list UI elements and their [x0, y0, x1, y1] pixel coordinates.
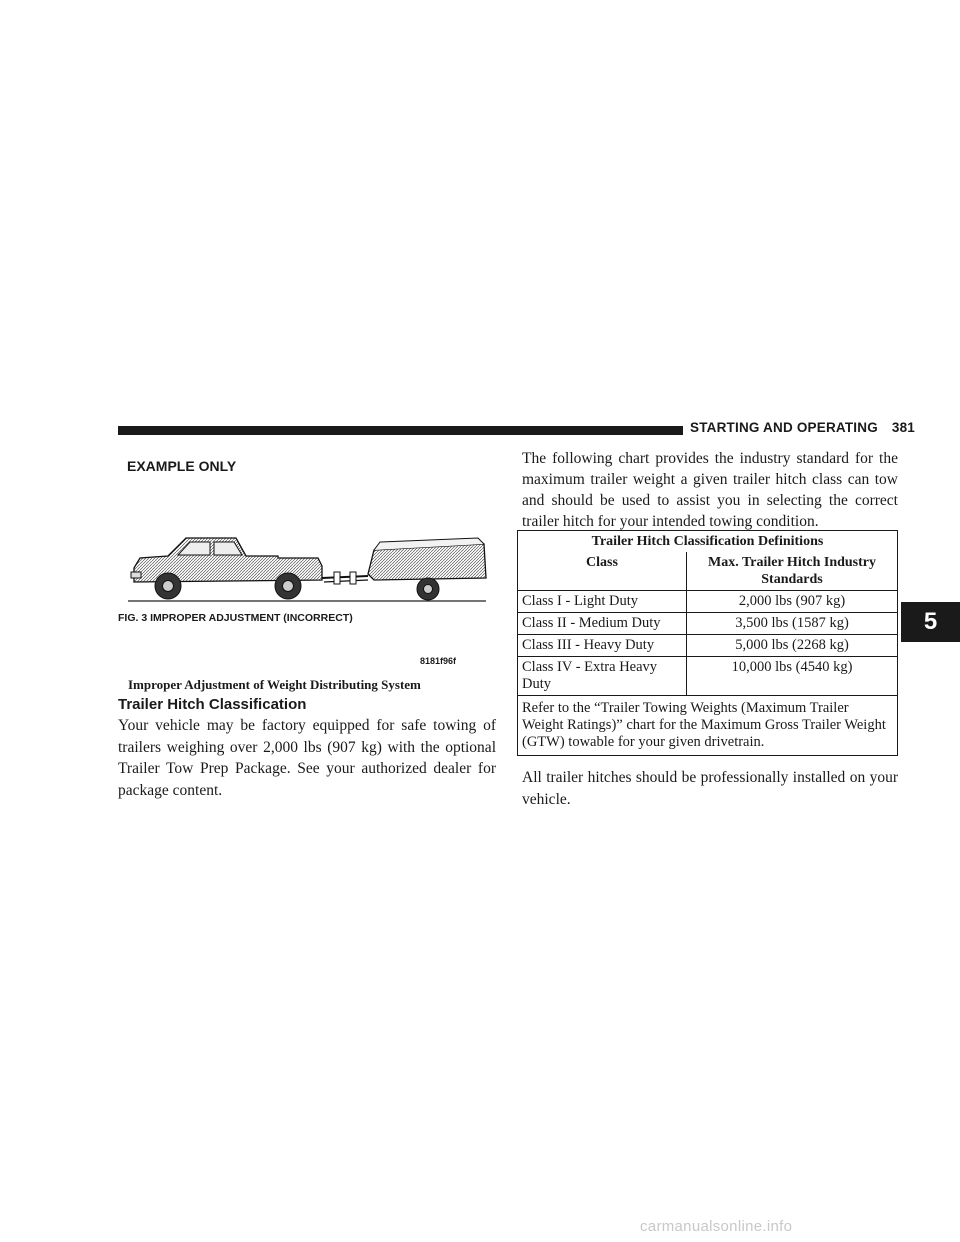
header-rule: [118, 426, 683, 435]
table-header-max-standard: Max. Trailer Hitch Industry Standards: [687, 552, 898, 591]
class-cell: Class III - Heavy Duty: [518, 635, 687, 657]
weight-cell: 2,000 lbs (907 kg): [687, 591, 898, 613]
hitch-classification-paragraph: Your vehicle may be factory equipped for safe towing of trailers weighing over 2,000 lbs (907 kg) with the optional Trailer Tow Prep Package. See your authorized dealer for package content.: [118, 717, 496, 799]
truck-trailer-illustration: [128, 528, 488, 608]
class-cell: Class I - Light Duty: [518, 591, 687, 613]
table-note: Refer to the “Trailer Towing Weights (Maximum Trailer Weight Ratings)” chart for the Maximum Gross Trailer Weight (GTW) towable for your given drivetrain.: [518, 696, 898, 756]
watermark: carmanualsonline.info: [640, 1218, 793, 1235]
weight-cell: 5,000 lbs (2268 kg): [687, 635, 898, 657]
header-section-title: STARTING AND OPERATING: [690, 420, 878, 435]
weight-cell: 3,500 lbs (1587 kg): [687, 613, 898, 635]
chart-intro-paragraph: The following chart provides the industry standard for the maximum trailer weight a given trailer hitch class can tow and should be used to assist you in selecting the correct trailer hitch for your intended towing condition.: [522, 450, 898, 530]
table-row: [518, 635, 898, 657]
hitch-classification-table: [517, 530, 898, 756]
section-heading: Trailer Hitch Classification: [118, 696, 307, 713]
figure-title: Improper Adjustment of Weight Distributing System: [128, 677, 421, 692]
class-cell: Class IV - Extra Heavy Duty: [518, 657, 687, 696]
table-header-class: Class: [518, 552, 687, 591]
table-row: [518, 613, 898, 635]
page-number: 381: [891, 420, 915, 435]
table-row: [518, 657, 898, 696]
figure-code: 8181f96f: [420, 656, 457, 666]
example-only-label: EXAMPLE ONLY: [127, 458, 237, 474]
table-row: [518, 591, 898, 613]
figure-caption: FIG. 3 IMPROPER ADJUSTMENT (INCORRECT): [118, 612, 353, 624]
weight-cell: 10,000 lbs (4540 kg): [687, 657, 898, 696]
table-caption: Trailer Hitch Classification Definitions: [518, 531, 898, 553]
class-cell: Class II - Medium Duty: [518, 613, 687, 635]
installation-paragraph: All trailer hitches should be professionally installed on your vehicle.: [522, 769, 898, 808]
running-header: [690, 420, 915, 435]
chapter-tab: 5: [901, 602, 960, 642]
